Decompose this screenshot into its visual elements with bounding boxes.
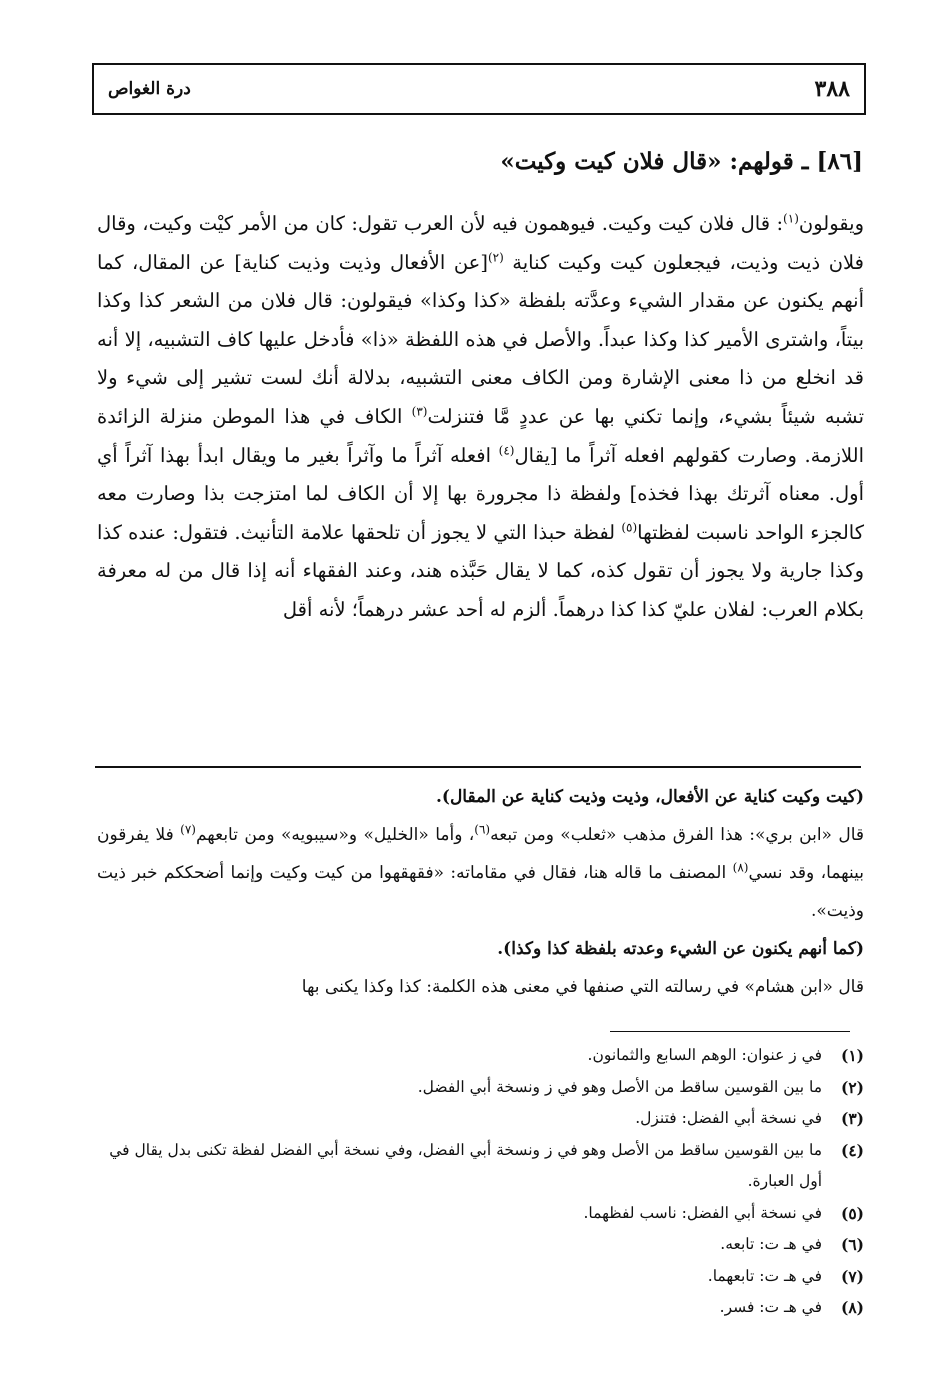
footnote [97,1103,864,1135]
footnote-ref-4: (٤) [498,443,515,458]
footnote-number: (٣) [840,1109,864,1128]
commentary-paragraph-2: قال «ابن هشام» في رسالته التي صنفها في معنى هذه الكلمة: كذا وكذا يكنى بها [301,977,864,997]
commentary-divider [95,766,861,768]
commentary-heading-2: (كما أنهم يكنون عن الشيء وعدته بلفظة كذا وكذا). [497,939,864,959]
footnote-ref-5: (٥) [621,520,638,535]
footnote-number: (٨) [840,1298,864,1317]
main-text [97,205,864,630]
commentary-paragraph-1 [97,816,864,930]
footnote-text: في هـ ت: تابعهما. [707,1266,822,1285]
footnotes [97,1040,864,1324]
commentary-text-1a: قال «ابن بري»: هذا الفرق مذهب «ثعلب» ومن تبعه [490,825,864,845]
footnote-text: في نسخة أبي الفضل: فتنزل. [635,1109,822,1127]
footnote [97,1198,864,1230]
footnote [97,1135,864,1198]
footnote-text: ما بين القوسين ساقط من الأصل وهو في ز ونسخة أبي الفضل. [417,1077,822,1096]
main-text-part-3: الكاف في هذا الموطن منزلة الزائدة اللازمة. وصارت كقولهم افعله آثراً ما [يقال [97,404,864,467]
commentary-text-1c: فلا يفرقون بينهما، وقد نسي [97,825,864,883]
footnote-ref-7: (٧) [180,822,196,837]
footnote-ref-6: (٦) [474,822,491,837]
footnote-number: (٢) [840,1077,864,1097]
main-text-part-4: افعله آثراً ما وآثراً بغير ما ويقال ابدأ بهذا آثراً أي أول. معناه آثرتك بهذا فخذه] ولفظة ذا مجرورة بها إلا أن الكاف لما امتزجت بذا وصارت معه كالجزء الواحد ناسبت لفظتها [97,443,864,544]
footnote [97,1229,864,1261]
footnote [97,1040,864,1072]
footnote-ref-1: (١) [783,211,799,226]
footnote-number: (٥) [840,1203,864,1223]
footnote-number: (١) [840,1046,864,1065]
running-title: درة الغواص [108,79,191,99]
section-title: [٨٦] ـ قولهم: «قال فلان كيت وكيت» [500,148,863,175]
footnote-text: ما بين القوسين ساقط من الأصل وهو في ز ونسخة أبي الفضل، وفي نسخة أبي الفضل لفظة تكنى بدل يقال في أول العبارة. [109,1140,822,1190]
main-text-lead: ويقولون [798,212,864,235]
commentary-text-1b: ، وأما «الخليل» و«سيبويه» ومن تابعهم [195,825,475,845]
footnote-number: (٤) [840,1140,864,1160]
main-text-part-2: [عن الأفعال وذيت وذيت كناية] عن المقال، كما أنهم يكنون عن مقدار الشيء وعدَّته بلفظة «كذا وكذا» فيقولون: قال فلان من الشعر كذا وكذا بيتاً، واشترى الأمير كذا وكذا عبداً. والأصل في هذه اللفظة «ذا» فأدخل عليها كاف التشبيه، إلا أنه قد انخلع من ذا معنى الإشارة ومن الكاف معنى التشبيه، بدلالة أنك لست تشير إلى شيء ولا تشبه شيئاً بشيء، وإنما تكني بها عن عددٍ مَّا فتنزلت [97,250,864,428]
footnote-text: في ز عنوان: الوهم السابع والثمانون. [587,1046,822,1064]
footnote-text: في نسخة أبي الفضل: ناسب لفظهما. [583,1203,822,1222]
footnote-number: (٧) [840,1266,864,1286]
footnote [97,1292,864,1324]
footnote-number: (٦) [840,1235,864,1254]
page-number: ٣٨٨ [814,76,850,102]
footnote-divider [610,1031,850,1032]
main-text-part-5: لفظة حبذا التي لا يجوز أن تلحقها علامة التأنيث. فتقول: عنده كذا وكذا جارية ولا يجوز أن تقول كذه، كما لا يقال حَبَّذه هند، وعند الفقهاء أنه إذا قال من له معرفة بكلام العرب: لفلان عليّ كذا كذا درهماً. ألزم له أحد عشر درهماً؛ لأنه أقل [97,520,864,621]
footnote-ref-2: (٢) [487,250,504,265]
footnote [97,1072,864,1104]
footnote-text: في هـ ت: تابعه. [720,1235,822,1253]
footnote-ref-3: (٣) [411,404,428,419]
page-header [92,63,866,115]
footnote-ref-8: (٨) [732,860,749,875]
main-text-part-1: : قال فلان كيت وكيت. فيوهمون فيه لأن العرب تقول: كان من الأمر كيْت وكيت، وقال فلان ذيت وذيت، فيجعلون كيت وكيت كناية [97,212,864,274]
footnote-text: في هـ ت: فسر. [719,1298,822,1316]
commentary-heading-1: (كيت وكيت كناية عن الأفعال، وذيت وذيت كناية عن المقال). [435,787,864,807]
footnote [97,1261,864,1293]
commentary-section [97,778,864,1006]
commentary-text-1d: المصنف ما قاله هنا، فقال في مقاماته: «فقهقهوا من كيت وكيت وإنما أضحككم خبر ذيت وذيت». [97,863,864,921]
